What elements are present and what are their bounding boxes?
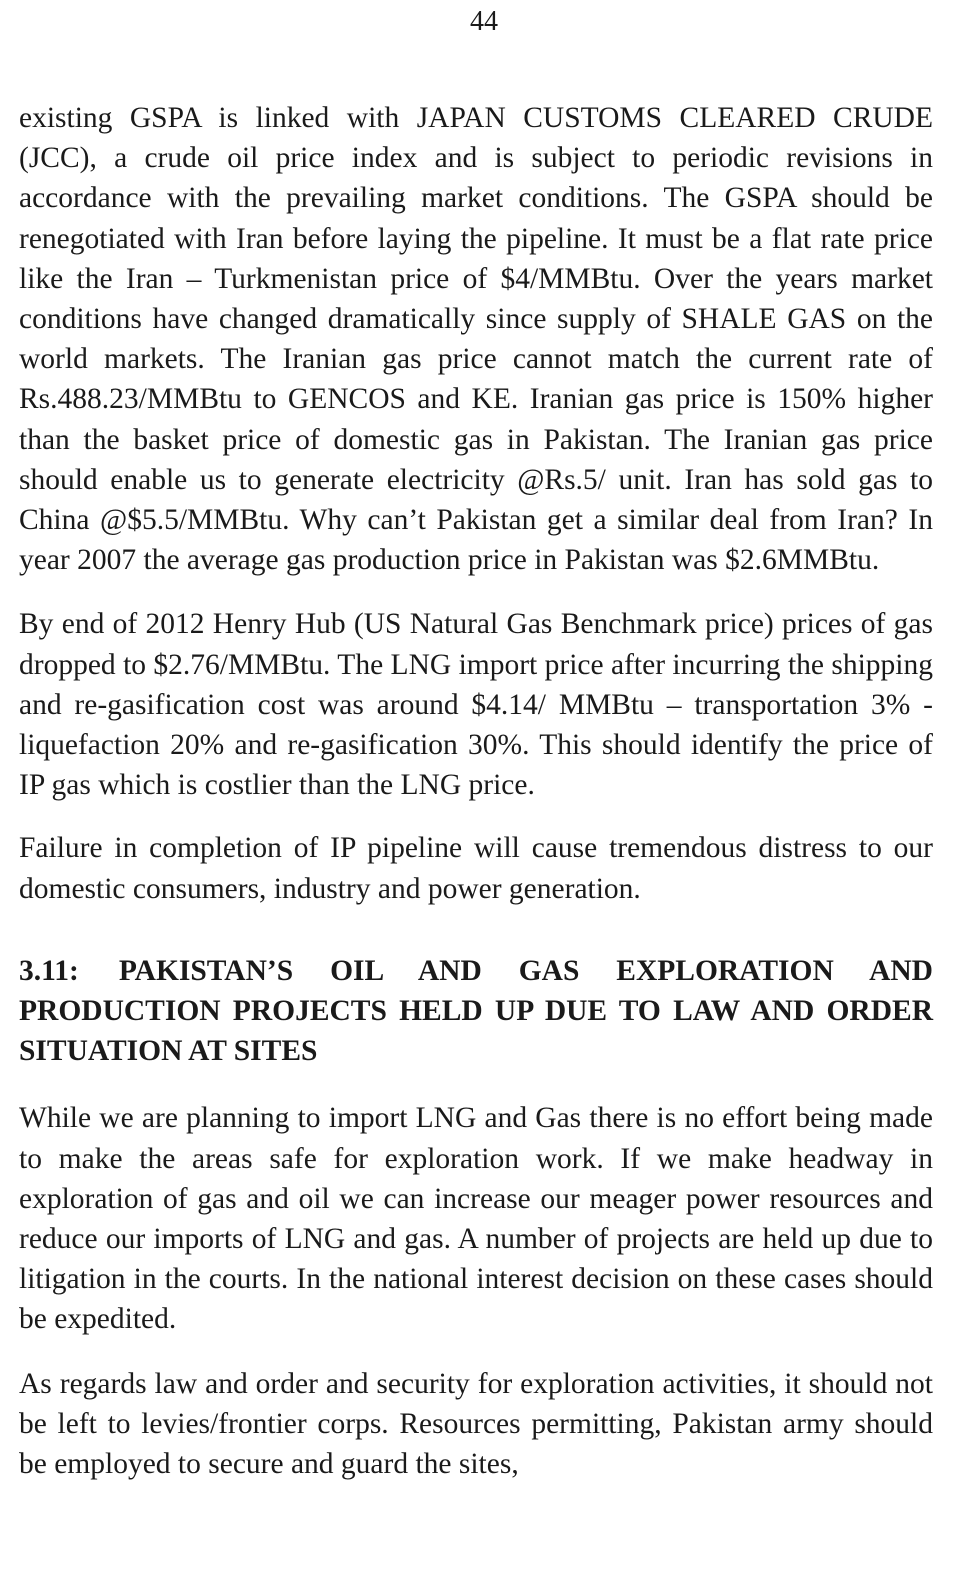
paragraph-gspa-pricing: existing GSPA is linked with JAPAN CUSTOMS CLEARED CRUDE (JCC), a crude oil price index and is subject to periodic revisions in accordance with the prevailing market conditions. The GSPA should be renegotiated with Iran before laying the pipeline. It must be a flat rate price like the Iran – Turkmenistan price of $4/MMBtu. Over the years market conditions have changed dramatically since supply of SHALE GAS on the world markets. The Iranian gas price cannot match the current rate of Rs.488.23/MMBtu to GENCOS and KE. Iranian gas price is 150% higher than the basket price of domestic gas in Pakistan. The Iranian gas price should enable us to generate electricity @Rs.5/ unit. Iran has sold gas to China @$5.5/MMBtu. Why can’t Pakistan get a similar deal from Iran? In year 2007 the average gas production price in Pakistan was $2.6MMBtu.: [19, 102, 933, 577]
paragraph-henry-hub-lng: By end of 2012 Henry Hub (US Natural Gas Benchmark price) prices of gas dropped to $2.76/MMBtu. The LNG import price after incurring the shipping and re-gasification cost was around $4.14/ MMBtu – transportation 3% - liquefaction 20% and re-gasification 30%. This should identify the price of IP gas which is costlier than the LNG price.: [19, 608, 933, 802]
section-heading: [19, 951, 933, 1072]
paragraph-exploration-safety: While we are planning to import LNG and Gas there is no effort being made to make the areas safe for exploration work. If we make headway in exploration of gas and oil we can increase our meager power resources and reduce our imports of LNG and gas. A number of projects are held up due to litigation in the courts. In the national interest decision on these cases should be expedited.: [19, 1102, 933, 1336]
page-number: 44: [470, 6, 498, 37]
section-number: 3.11:: [19, 954, 79, 987]
section-title: PAKISTAN’S OIL AND GAS EXPLORATION AND PRODUCTION PROJECTS HELD UP DUE TO LAW AND ORDER SITUATION AT SITES: [19, 954, 933, 1068]
page-body: [19, 98, 933, 1484]
paragraph-ip-pipeline-failure: Failure in completion of IP pipeline will cause tremendous distress to our domestic consumers, industry and power generation.: [19, 832, 933, 905]
paragraph-security-army: As regards law and order and security for exploration activities, it should not be left to levies/frontier corps. Resources permitting, Pakistan army should be employed to secure and guard the sites,: [19, 1367, 933, 1481]
